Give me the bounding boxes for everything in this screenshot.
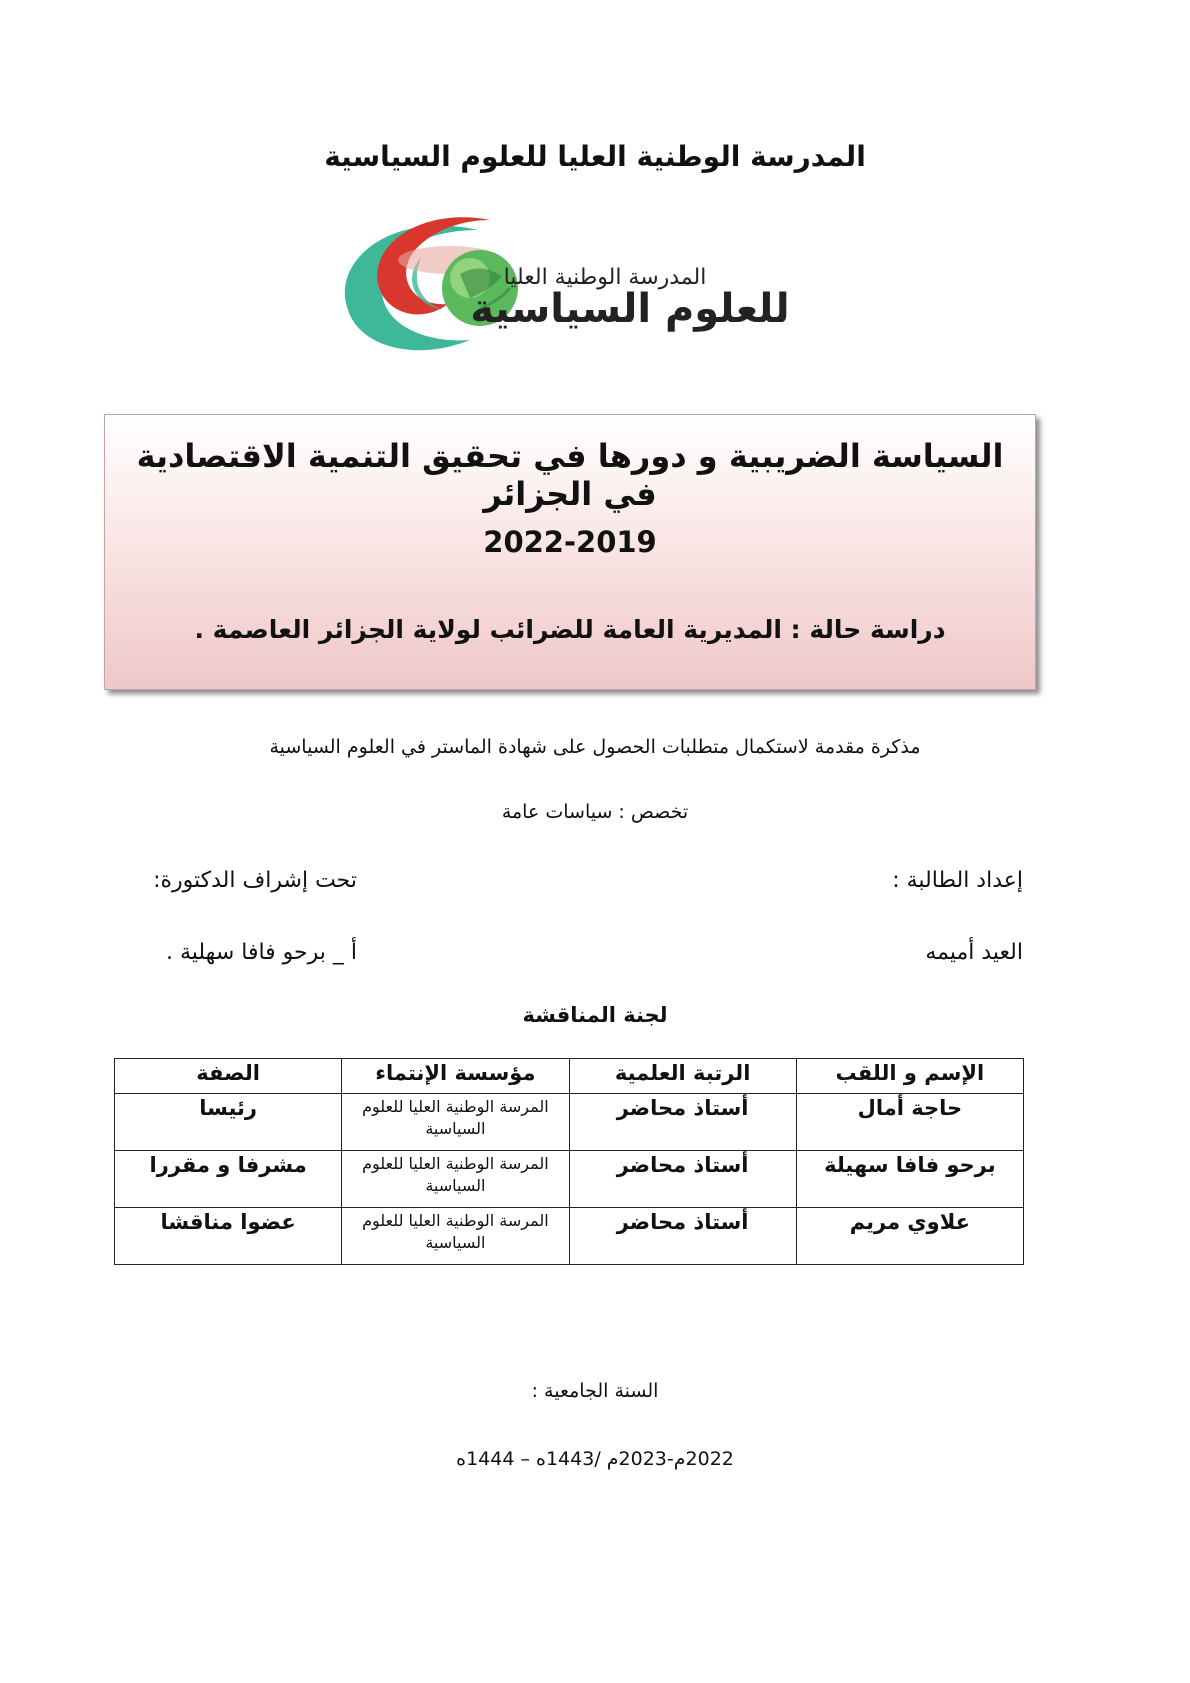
member-role: مشرفا و مقررا	[115, 1151, 342, 1208]
header-institution: مؤسسة الإنتماء	[342, 1059, 569, 1094]
school-logo	[330, 212, 830, 362]
logo-line1: المدرسة الوطنية العليا	[503, 265, 707, 290]
table-row	[115, 1151, 1024, 1208]
academic-year-label: السنة الجامعية :	[531, 1380, 659, 1402]
member-institution: المرسة الوطنية العليا للعلوم السياسية	[342, 1208, 569, 1265]
member-role: عضوا مناقشا	[115, 1208, 342, 1265]
specialty: تخصص : سياسات عامة	[501, 801, 689, 823]
header-role: الصفة	[115, 1059, 342, 1094]
logo-line2: للعلوم السياسية	[470, 286, 790, 332]
student-name: العيد أميمه	[925, 940, 1023, 965]
member-name: برحو فافا سهيلة	[796, 1151, 1023, 1208]
committee-title: لجنة المناقشة	[522, 1003, 668, 1027]
title-box	[104, 414, 1036, 690]
supervisor-label: تحت إشراف الدكتورة:	[153, 868, 357, 893]
member-rank: أستاذ محاضر	[569, 1094, 796, 1151]
member-institution: المرسة الوطنية العليا للعلوم السياسية	[342, 1094, 569, 1151]
header-name: الإسم و اللقب	[796, 1059, 1023, 1094]
table-header-row	[115, 1059, 1024, 1094]
case-study: دراسة حالة : المديرية العامة للضرائب لولاية الجزائر العاصمة .	[194, 615, 946, 644]
header-rank: الرتبة العلمية	[569, 1059, 796, 1094]
thesis-title: السياسة الضريبية و دورها في تحقيق التنمية الاقتصادية في الجزائر	[136, 437, 1004, 513]
member-rank: أستاذ محاضر	[569, 1151, 796, 1208]
member-name: حاجة أمال	[796, 1094, 1023, 1151]
table-row	[115, 1094, 1024, 1151]
thesis-years: 2022-2019	[483, 525, 657, 559]
committee-table	[114, 1058, 1024, 1265]
academic-year: 2022م-2023م /1443ه – 1444ه	[456, 1448, 734, 1470]
school-name: المدرسة الوطنية العليا للعلوم السياسية	[324, 140, 866, 173]
supervisor-name: أ _ برحو فافا سهلية .	[165, 940, 357, 965]
member-institution: المرسة الوطنية العليا للعلوم السياسية	[342, 1151, 569, 1208]
table-row	[115, 1208, 1024, 1265]
member-name: علاوي مريم	[796, 1208, 1023, 1265]
member-rank: أستاذ محاضر	[569, 1208, 796, 1265]
memo-statement: مذكرة مقدمة لاستكمال متطلبات الحصول على شهادة الماستر في العلوم السياسية	[269, 736, 921, 758]
member-role: رئيسا	[115, 1094, 342, 1151]
prepared-by-label: إعداد الطالبة :	[892, 868, 1023, 893]
